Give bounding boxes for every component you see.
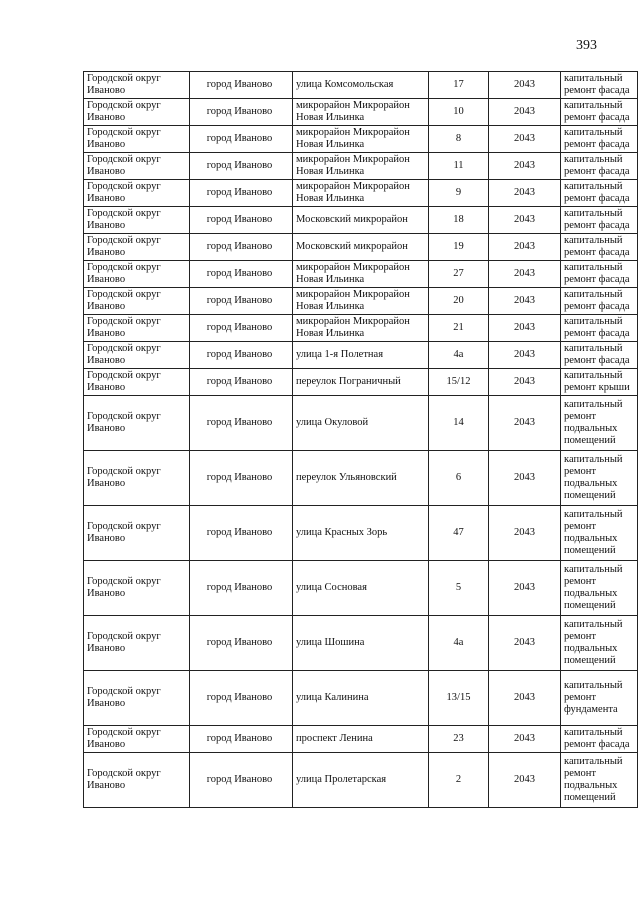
year-cell: 2043 bbox=[489, 72, 561, 99]
house-number-cell: 11 bbox=[429, 153, 489, 180]
city-cell: город Иваново bbox=[190, 753, 293, 808]
year-cell: 2043 bbox=[489, 506, 561, 561]
street-cell: улица Пролетарская bbox=[293, 753, 429, 808]
street-cell: улица 1-я Полетная bbox=[293, 342, 429, 369]
street-cell: улица Калинина bbox=[293, 671, 429, 726]
street-cell: микрорайон Микрорайон Новая Ильинка bbox=[293, 288, 429, 315]
house-number-cell: 20 bbox=[429, 288, 489, 315]
work-type-cell: капитальный ремонт фасада bbox=[561, 180, 638, 207]
city-cell: город Иваново bbox=[190, 288, 293, 315]
year-cell: 2043 bbox=[489, 288, 561, 315]
table-row bbox=[84, 99, 638, 126]
city-cell: город Иваново bbox=[190, 180, 293, 207]
year-cell: 2043 bbox=[489, 126, 561, 153]
table-row bbox=[84, 180, 638, 207]
house-number-cell: 6 bbox=[429, 451, 489, 506]
work-type-cell: капитальный ремонт фасада bbox=[561, 234, 638, 261]
street-cell: микрорайон Микрорайон Новая Ильинка bbox=[293, 315, 429, 342]
work-type-cell: капитальный ремонт фасада bbox=[561, 726, 638, 753]
city-cell: город Иваново bbox=[190, 234, 293, 261]
district-cell: Городской округ Иваново bbox=[84, 342, 190, 369]
district-cell: Городской округ Иваново bbox=[84, 726, 190, 753]
house-number-cell: 2 bbox=[429, 753, 489, 808]
city-cell: город Иваново bbox=[190, 126, 293, 153]
year-cell: 2043 bbox=[489, 451, 561, 506]
year-cell: 2043 bbox=[489, 234, 561, 261]
city-cell: город Иваново bbox=[190, 506, 293, 561]
work-type-cell: капитальный ремонт подвальных помещений bbox=[561, 396, 638, 451]
district-cell: Городской округ Иваново bbox=[84, 99, 190, 126]
table-row bbox=[84, 561, 638, 616]
house-number-cell: 10 bbox=[429, 99, 489, 126]
street-cell: микрорайон Микрорайон Новая Ильинка bbox=[293, 261, 429, 288]
year-cell: 2043 bbox=[489, 671, 561, 726]
work-type-cell: капитальный ремонт фасада bbox=[561, 126, 638, 153]
house-number-cell: 23 bbox=[429, 726, 489, 753]
table-row bbox=[84, 342, 638, 369]
work-type-cell: капитальный ремонт фундамента bbox=[561, 671, 638, 726]
year-cell: 2043 bbox=[489, 396, 561, 451]
city-cell: город Иваново bbox=[190, 315, 293, 342]
district-cell: Городской округ Иваново bbox=[84, 261, 190, 288]
city-cell: город Иваново bbox=[190, 451, 293, 506]
year-cell: 2043 bbox=[489, 180, 561, 207]
house-number-cell: 18 bbox=[429, 207, 489, 234]
work-type-cell: капитальный ремонт подвальных помещений bbox=[561, 561, 638, 616]
city-cell: город Иваново bbox=[190, 561, 293, 616]
work-type-cell: капитальный ремонт подвальных помещений bbox=[561, 616, 638, 671]
house-number-cell: 8 bbox=[429, 126, 489, 153]
city-cell: город Иваново bbox=[190, 153, 293, 180]
table-row bbox=[84, 234, 638, 261]
year-cell: 2043 bbox=[489, 561, 561, 616]
city-cell: город Иваново bbox=[190, 616, 293, 671]
district-cell: Городской округ Иваново bbox=[84, 671, 190, 726]
district-cell: Городской округ Иваново bbox=[84, 153, 190, 180]
table-row bbox=[84, 126, 638, 153]
table-row bbox=[84, 315, 638, 342]
city-cell: город Иваново bbox=[190, 261, 293, 288]
house-number-cell: 13/15 bbox=[429, 671, 489, 726]
work-type-cell: капитальный ремонт фасада bbox=[561, 207, 638, 234]
street-cell: микрорайон Микрорайон Новая Ильинка bbox=[293, 153, 429, 180]
city-cell: город Иваново bbox=[190, 396, 293, 451]
table-row bbox=[84, 261, 638, 288]
house-number-cell: 15/12 bbox=[429, 369, 489, 396]
city-cell: город Иваново bbox=[190, 671, 293, 726]
work-type-cell: капитальный ремонт подвальных помещений bbox=[561, 451, 638, 506]
table-row bbox=[84, 72, 638, 99]
district-cell: Городской округ Иваново bbox=[84, 396, 190, 451]
street-cell: микрорайон Микрорайон Новая Ильинка bbox=[293, 99, 429, 126]
district-cell: Городской округ Иваново bbox=[84, 369, 190, 396]
district-cell: Городской округ Иваново bbox=[84, 451, 190, 506]
work-type-cell: капитальный ремонт подвальных помещений bbox=[561, 753, 638, 808]
city-cell: город Иваново bbox=[190, 207, 293, 234]
street-cell: проспект Ленина bbox=[293, 726, 429, 753]
city-cell: город Иваново bbox=[190, 99, 293, 126]
house-number-cell: 9 bbox=[429, 180, 489, 207]
house-number-cell: 14 bbox=[429, 396, 489, 451]
house-number-cell: 17 bbox=[429, 72, 489, 99]
street-cell: микрорайон Микрорайон Новая Ильинка bbox=[293, 180, 429, 207]
work-type-cell: капитальный ремонт фасада bbox=[561, 153, 638, 180]
table-row bbox=[84, 207, 638, 234]
year-cell: 2043 bbox=[489, 342, 561, 369]
district-cell: Городской округ Иваново bbox=[84, 180, 190, 207]
table-row bbox=[84, 616, 638, 671]
house-number-cell: 4а bbox=[429, 616, 489, 671]
house-number-cell: 21 bbox=[429, 315, 489, 342]
street-cell: улица Окуловой bbox=[293, 396, 429, 451]
table-row bbox=[84, 369, 638, 396]
work-type-cell: капитальный ремонт фасада bbox=[561, 315, 638, 342]
year-cell: 2043 bbox=[489, 207, 561, 234]
table-row bbox=[84, 288, 638, 315]
street-cell: улица Комсомольская bbox=[293, 72, 429, 99]
repair-schedule-table bbox=[83, 71, 638, 808]
district-cell: Городской округ Иваново bbox=[84, 561, 190, 616]
year-cell: 2043 bbox=[489, 369, 561, 396]
house-number-cell: 27 bbox=[429, 261, 489, 288]
street-cell: улица Красных Зорь bbox=[293, 506, 429, 561]
district-cell: Городской округ Иваново bbox=[84, 288, 190, 315]
district-cell: Городской округ Иваново bbox=[84, 753, 190, 808]
year-cell: 2043 bbox=[489, 616, 561, 671]
table-row bbox=[84, 726, 638, 753]
year-cell: 2043 bbox=[489, 726, 561, 753]
table-row bbox=[84, 153, 638, 180]
work-type-cell: капитальный ремонт подвальных помещений bbox=[561, 506, 638, 561]
district-cell: Городской округ Иваново bbox=[84, 315, 190, 342]
year-cell: 2043 bbox=[489, 99, 561, 126]
district-cell: Городской округ Иваново bbox=[84, 506, 190, 561]
table-row bbox=[84, 451, 638, 506]
table-row bbox=[84, 396, 638, 451]
page-number: 393 bbox=[576, 38, 597, 53]
house-number-cell: 5 bbox=[429, 561, 489, 616]
year-cell: 2043 bbox=[489, 261, 561, 288]
street-cell: Московский микрорайон bbox=[293, 234, 429, 261]
city-cell: город Иваново bbox=[190, 726, 293, 753]
district-cell: Городской округ Иваново bbox=[84, 207, 190, 234]
city-cell: город Иваново bbox=[190, 342, 293, 369]
work-type-cell: капитальный ремонт фасада bbox=[561, 288, 638, 315]
house-number-cell: 19 bbox=[429, 234, 489, 261]
street-cell: микрорайон Микрорайон Новая Ильинка bbox=[293, 126, 429, 153]
year-cell: 2043 bbox=[489, 315, 561, 342]
work-type-cell: капитальный ремонт фасада bbox=[561, 342, 638, 369]
house-number-cell: 4а bbox=[429, 342, 489, 369]
street-cell: улица Сосновая bbox=[293, 561, 429, 616]
district-cell: Городской округ Иваново bbox=[84, 616, 190, 671]
city-cell: город Иваново bbox=[190, 369, 293, 396]
work-type-cell: капитальный ремонт фасада bbox=[561, 72, 638, 99]
city-cell: город Иваново bbox=[190, 72, 293, 99]
house-number-cell: 47 bbox=[429, 506, 489, 561]
district-cell: Городской округ Иваново bbox=[84, 72, 190, 99]
year-cell: 2043 bbox=[489, 153, 561, 180]
table-row bbox=[84, 506, 638, 561]
street-cell: улица Шошина bbox=[293, 616, 429, 671]
street-cell: переулок Пограничный bbox=[293, 369, 429, 396]
year-cell: 2043 bbox=[489, 753, 561, 808]
work-type-cell: капитальный ремонт крыши bbox=[561, 369, 638, 396]
table-row bbox=[84, 753, 638, 808]
district-cell: Городской округ Иваново bbox=[84, 126, 190, 153]
street-cell: Московский микрорайон bbox=[293, 207, 429, 234]
district-cell: Городской округ Иваново bbox=[84, 234, 190, 261]
street-cell: переулок Ульяновский bbox=[293, 451, 429, 506]
work-type-cell: капитальный ремонт фасада bbox=[561, 99, 638, 126]
work-type-cell: капитальный ремонт фасада bbox=[561, 261, 638, 288]
table-row bbox=[84, 671, 638, 726]
